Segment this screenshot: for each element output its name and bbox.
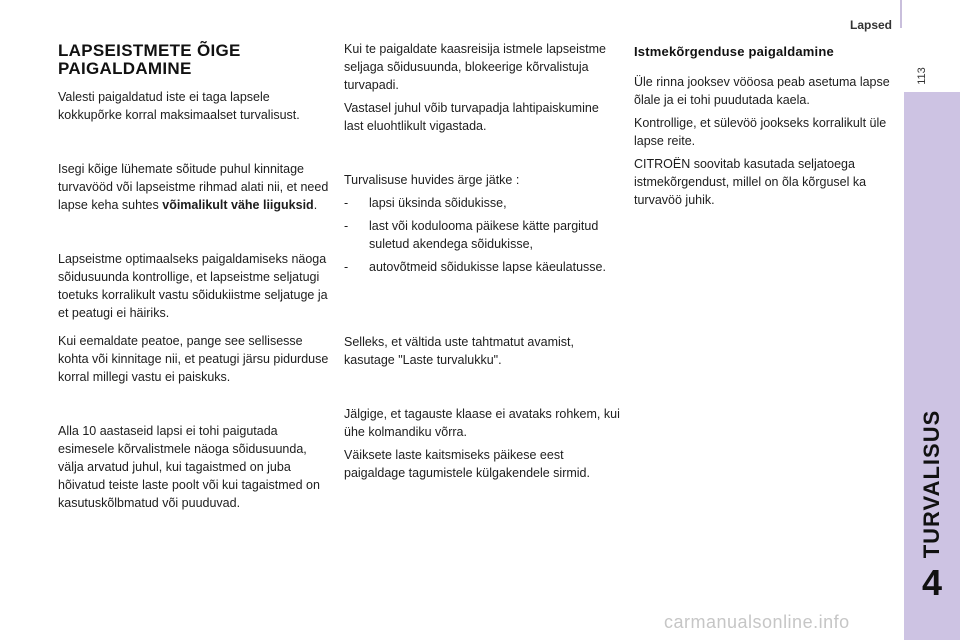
paragraph: Kui eemaldate peatoe, pange see sellisesse kohta või kinnitage nii, et peatugi järsu pidurduse korral millegi vastu ei paiskuks. — [58, 334, 329, 384]
column-1 — [58, 40, 330, 512]
header-title: Lapsed — [849, 18, 892, 32]
list-item — [344, 194, 620, 212]
emphasis-text: võimalikult vähe liiguksid — [162, 198, 314, 212]
chapter-number: 4 — [921, 562, 943, 603]
paragraph: Üle rinna jooksev vööosa peab asetuma lapse õlale ja ei tohi puudutada kaela. — [634, 75, 890, 107]
list-dash: - — [344, 219, 349, 233]
warning-list — [344, 194, 620, 276]
paragraph: Väiksete laste kaitsmiseks päikese eest paigaldage tagumistele külgakendele sirmid. — [344, 448, 590, 480]
page-number: 113 — [916, 67, 928, 85]
paragraph: Selleks, et vältida uste tahtmatut avamist, kasutage "Laste turvalukku". — [344, 335, 574, 367]
list-dash: - — [344, 260, 349, 274]
list-item — [344, 258, 620, 276]
watermark: carmanualsonline.info — [664, 612, 850, 632]
list-dash: - — [344, 196, 349, 210]
section-title: LAPSEISTMETE ÕIGE PAIGALDAMINE — [58, 41, 241, 78]
subsection-title: Istmekõrgenduse paigaldamine — [634, 44, 834, 59]
text-run: Isegi kõige lühemate sõitude puhul kinnitage turvavööd või lapseistme rihmad alati nii, et need lapse keha suhtes — [58, 162, 329, 212]
paragraph: Jälgige, et tagauste klaase ei avataks rohkem, kui ühe kolmandiku võrra. — [344, 407, 620, 439]
paragraph: Vastasel juhul võib turvapadja lahtipaiskumine last eluohtlikult vigastada. — [344, 101, 599, 133]
list-item — [344, 217, 620, 253]
list-item-text: autovõtmeid sõidukisse lapse käeulatusse. — [369, 260, 606, 274]
list-item-text: last või kodulooma päikese kätte pargitud suletud akendega sõidukisse, — [369, 219, 599, 251]
header-divider — [900, 0, 902, 28]
paragraph: Valesti paigaldatud iste ei taga lapsele kokkupõrke korral maksimaalset turvalisust. — [58, 90, 300, 122]
paragraph: Turvalisuse huvides ärge jätke : — [344, 173, 520, 187]
text-run: . — [313, 198, 318, 212]
paragraph: Lapseistme optimaalseks paigaldamiseks näoga sõidusuunda kontrollige, et lapseistme seljatugi toetuks korralikult vastu sõidukiistme seljatuge ja et peatugi ei häiriks. — [58, 252, 328, 320]
paragraph: Kontrollige, et sülevöö jookseks korralikult üle lapse reite. — [634, 116, 887, 148]
paragraph: Kui te paigaldate kaasreisija istmele lapseistme seljaga sõidusuunda, blokeerige kõrvalistuja turvapadi. — [344, 42, 606, 92]
column-3 — [634, 40, 896, 209]
list-item-text: lapsi üksinda sõidukisse, — [369, 196, 507, 210]
paragraph: Alla 10 aastaseid lapsi ei tohi paigutada esimesele kõrvalistmele näoga sõidusuunda, välja arvatud juhul, kui tagaistmed on juba hõivatud teiste laste poolt või kui tagaistmed on kasutuskõlbmatud või puuduvad. — [58, 424, 320, 510]
paragraph-with-emphasis — [58, 160, 330, 214]
column-2 — [344, 40, 620, 482]
chapter-label-text: TURVALISUS — [919, 409, 944, 559]
paragraph: CITROËN soovitab kasutada seljatoega istmekõrgendust, millel on õla kõrgusel ka turvavöö juhik. — [634, 157, 867, 207]
